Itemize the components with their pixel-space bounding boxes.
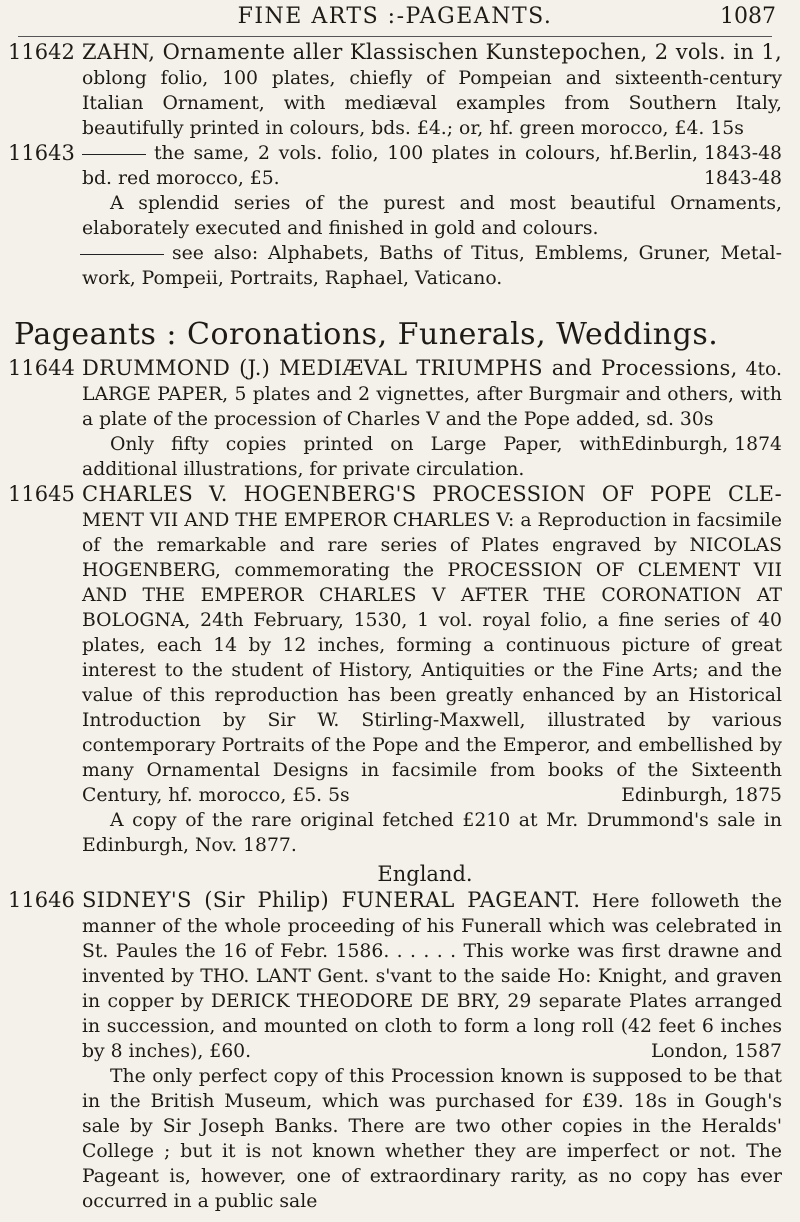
entry-imprint: London, 1587 — [650, 1041, 782, 1062]
entry-description: 4to. LARGE PAPER, 5 plates and 2 vignettes, after Burgmair and others, with a plate of the procession of Charles V and the Pope added, sd. 30s — [82, 359, 782, 430]
entry-heading: CHARLES V. HOGENBERG'S PROCESSION OF POPE CLE- — [82, 482, 782, 506]
entry-note: A splendid series of the purest and most beautiful Ornaments, elaborately executed and finished in gold and colours. — [82, 193, 782, 239]
catalogue-entry-11644 — [8, 356, 782, 482]
ditto-rule — [82, 154, 146, 155]
entry-text — [82, 141, 782, 191]
entry-number: 11646 — [8, 888, 75, 912]
subsection-title: England. — [377, 862, 473, 886]
catalogue-entry-11643 — [8, 141, 782, 291]
entry-heading: DRUMMOND (J.) MEDIÆVAL TRIUMPHS and Processions, — [82, 356, 738, 380]
entry-number: 11644 — [8, 356, 75, 380]
entry-description: MENT VII AND THE EMPEROR CHARLES V: a Reproduction in facsimile of the remarkable and rare series of Plates engraved by NICOLAS HOGENBERG, commemorating the PROCESSION OF CLEMENT VII AND THE EMPEROR CHARLES V AFTER THE CORONATION AT BOLOGNA, 24th February, 1530, 1 vol. royal folio, a fine series of 40 plates, each 14 by 12 inches, forming a continuous picture of great interest to the student of History, Antiquities or the Fine Arts; and the value of this reproduction has been greatly enhanced by an Historical Introduction by Sir W. Stirling-Maxwell, illustrated by various contemporary Portraits of the Pope and the Emperor, and embellished by many Ornamental Designs in facsimile from books of the Sixteenth Century, hf. morocco, £5. 5s — [82, 510, 782, 806]
see-also — [82, 241, 782, 291]
section-title: Pageants : Coronations, Funerals, Weddings. — [14, 317, 719, 352]
catalogue-entry-11646 — [8, 888, 782, 1214]
entry-text — [82, 356, 782, 455]
entry-imprint: 1843-48 — [703, 168, 782, 189]
entry-text — [82, 888, 782, 1064]
entry-note: Only fifty copies printed on Large Paper, with additional illustrations, for private circulation. — [82, 434, 622, 480]
running-head-title: FINE ARTS :-PAGEANTS. — [237, 4, 553, 29]
entry-note: A copy of the rare original fetched £210 at Mr. Drummond's sale in Edinburgh, Nov. 1877. — [82, 810, 782, 856]
entry-imprint: Edinburgh, 1874 — [621, 434, 782, 455]
entry-number: 11645 — [8, 482, 75, 506]
entry-description: oblong folio, 100 plates, chiefly of Pompeian and sixteenth-century Italian Ornament, with mediæval examples from Southern Italy, beautifully printed in colours, bds. £4.; or, hf. green morocco, £4. 15s — [82, 68, 782, 139]
entry-heading: SIDNEY'S (Sir Philip) FUNERAL PAGEANT. — [82, 888, 581, 912]
page-number: 1087 — [720, 4, 776, 29]
entry-number: 11642 — [8, 40, 75, 64]
running-head — [8, 0, 782, 40]
entry-note: The only perfect copy of this Procession known is supposed to be that in the British Museum, which was purchased for £39. 18s in Gough's sale by Sir Joseph Banks. There are two other copies in the Heralds' College ; but it is not known whether they are imperfect or not. The Pageant is, however, one of extraordinary rarity, as no copy has ever occurred in a public sale — [82, 1066, 782, 1212]
entry-description: Here followeth the manner of the whole proceeding of his Funerall which was celebrated in St. Paules the 16 of Febr. 1586. . . . . . This worke was first drawne and invented by THO. LANT Gent. s'vant to the saide Ho: Knight, and graven in copper by DERICK THEODORE DE BRY, 29 separate Plates arranged in succession, and mounted on cloth to form a long roll (42 feet 6 inches by 8 inches), £60. — [82, 891, 782, 1062]
catalogue-entry-11645 — [8, 482, 782, 858]
entry-heading: ZAHN, Ornamente aller Klassischen Kunstepochen, 2 vols. in 1, — [82, 40, 782, 64]
entry-imprint: Berlin, 1843-48 — [634, 143, 782, 164]
see-also-text: see also: Alphabets, Baths of Titus, Emblems, Gruner, Metal-work, Pompeii, Portraits, Raphael, Vaticano. — [82, 243, 782, 289]
entry-imprint: Edinburgh, 1875 — [621, 785, 782, 806]
entry-description: the same, 2 vols. folio, 100 plates in colours, hf. bd. red morocco, £5. — [82, 143, 634, 189]
header-rule — [18, 36, 772, 37]
entry-text — [82, 40, 782, 164]
ditto-rule — [80, 254, 164, 255]
entry-number: 11643 — [8, 141, 75, 165]
entry-text — [82, 482, 782, 808]
